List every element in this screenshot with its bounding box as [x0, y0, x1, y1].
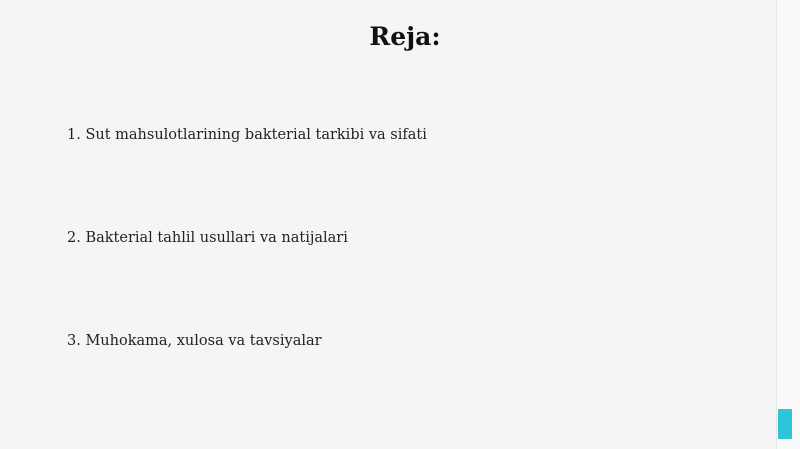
plan-item-1: 1. Sut mahsulotlarining bakterial tarkibi va sifati [67, 127, 427, 143]
scrollbar-thumb[interactable] [778, 409, 792, 439]
slide-title: Reja: [369, 22, 441, 51]
plan-item-2: 2. Bakterial tahlil usullari va natijalari [67, 230, 348, 246]
scrollbar-track[interactable] [776, 0, 800, 449]
plan-item-3: 3. Muhokama, xulosa va tavsiyalar [67, 333, 322, 349]
